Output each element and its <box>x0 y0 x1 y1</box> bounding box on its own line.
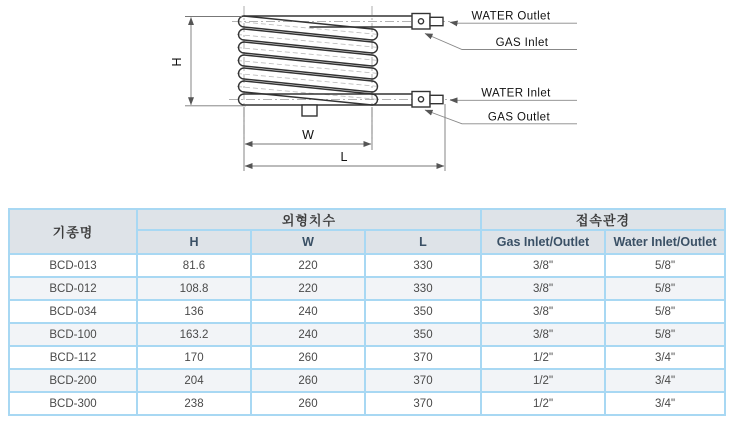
header-gas: Gas Inlet/Outlet <box>481 230 605 254</box>
cell-gas: 1/2" <box>481 346 605 369</box>
header-dimensions-group: 외형치수 <box>137 209 481 230</box>
cell-water: 5/8" <box>605 254 725 277</box>
header-water: Water Inlet/Outlet <box>605 230 725 254</box>
cell-gas: 1/2" <box>481 392 605 415</box>
cell-gas: 3/8" <box>481 277 605 300</box>
cell-w: 240 <box>251 300 365 323</box>
top-fitting-hole <box>418 19 423 24</box>
coil-body <box>239 16 413 116</box>
cell-water: 5/8" <box>605 277 725 300</box>
cell-l: 370 <box>365 346 481 369</box>
foot-tab <box>302 105 317 116</box>
cell-model: BCD-100 <box>9 323 137 346</box>
cell-l: 330 <box>365 277 481 300</box>
dim-w-label: W <box>302 128 314 142</box>
cell-l: 370 <box>365 369 481 392</box>
cell-gas: 1/2" <box>481 369 605 392</box>
gas-outlet-label: GAS Outlet <box>487 111 551 124</box>
bottom-nipple <box>430 95 443 103</box>
gas-inlet-label: GAS Inlet <box>495 37 549 49</box>
header-connection-group: 접속관경 <box>481 209 725 230</box>
cell-h: 170 <box>137 346 251 369</box>
spec-table <box>8 208 726 416</box>
top-nipple <box>430 17 443 25</box>
cell-w: 260 <box>251 346 365 369</box>
cell-l: 350 <box>365 323 481 346</box>
cell-h: 163.2 <box>137 323 251 346</box>
water-outlet-label: WATER Outlet <box>471 10 551 23</box>
cell-model: BCD-013 <box>9 254 137 277</box>
cell-water: 3/4" <box>605 392 725 415</box>
table-row <box>9 346 725 369</box>
cell-l: 330 <box>365 254 481 277</box>
cell-w: 240 <box>251 323 365 346</box>
bottom-fitting <box>412 92 443 108</box>
cell-h: 81.6 <box>137 254 251 277</box>
bottom-fitting-hole <box>418 97 423 102</box>
cell-gas: 3/8" <box>481 254 605 277</box>
cell-h: 136 <box>137 300 251 323</box>
cell-w: 260 <box>251 369 365 392</box>
cell-water: 3/4" <box>605 369 725 392</box>
cell-h: 238 <box>137 392 251 415</box>
cell-model: BCD-300 <box>9 392 137 415</box>
cell-l: 350 <box>365 300 481 323</box>
cell-model: BCD-034 <box>9 300 137 323</box>
cell-w: 260 <box>251 392 365 415</box>
water-inlet-label: WATER Inlet <box>481 87 551 100</box>
cell-model: BCD-200 <box>9 369 137 392</box>
cell-w: 220 <box>251 254 365 277</box>
coil-end-caps <box>239 16 378 105</box>
cell-water: 5/8" <box>605 300 725 323</box>
dim-l-label: L <box>340 150 348 164</box>
header-l: L <box>365 230 481 254</box>
cell-gas: 3/8" <box>481 300 605 323</box>
header-w: W <box>251 230 365 254</box>
cell-model: BCD-012 <box>9 277 137 300</box>
dimension-h <box>185 17 246 106</box>
cell-gas: 3/8" <box>481 323 605 346</box>
cell-model: BCD-112 <box>9 346 137 369</box>
header-h: H <box>137 230 251 254</box>
dim-h-label: H <box>170 57 184 67</box>
coil-pass-edges <box>244 16 372 105</box>
cell-h: 204 <box>137 369 251 392</box>
cell-w: 220 <box>251 277 365 300</box>
table-row <box>9 392 725 415</box>
table-row <box>9 369 725 392</box>
cell-l: 370 <box>365 392 481 415</box>
cell-h: 108.8 <box>137 277 251 300</box>
cell-water: 5/8" <box>605 323 725 346</box>
table-row <box>9 323 725 346</box>
top-fitting <box>412 14 443 30</box>
table-row <box>9 254 725 277</box>
coil-heat-exchanger-drawing <box>0 0 736 206</box>
table-row <box>9 300 725 323</box>
table-row <box>9 277 725 300</box>
cell-water: 3/4" <box>605 346 725 369</box>
header-model: 기종명 <box>9 209 137 254</box>
